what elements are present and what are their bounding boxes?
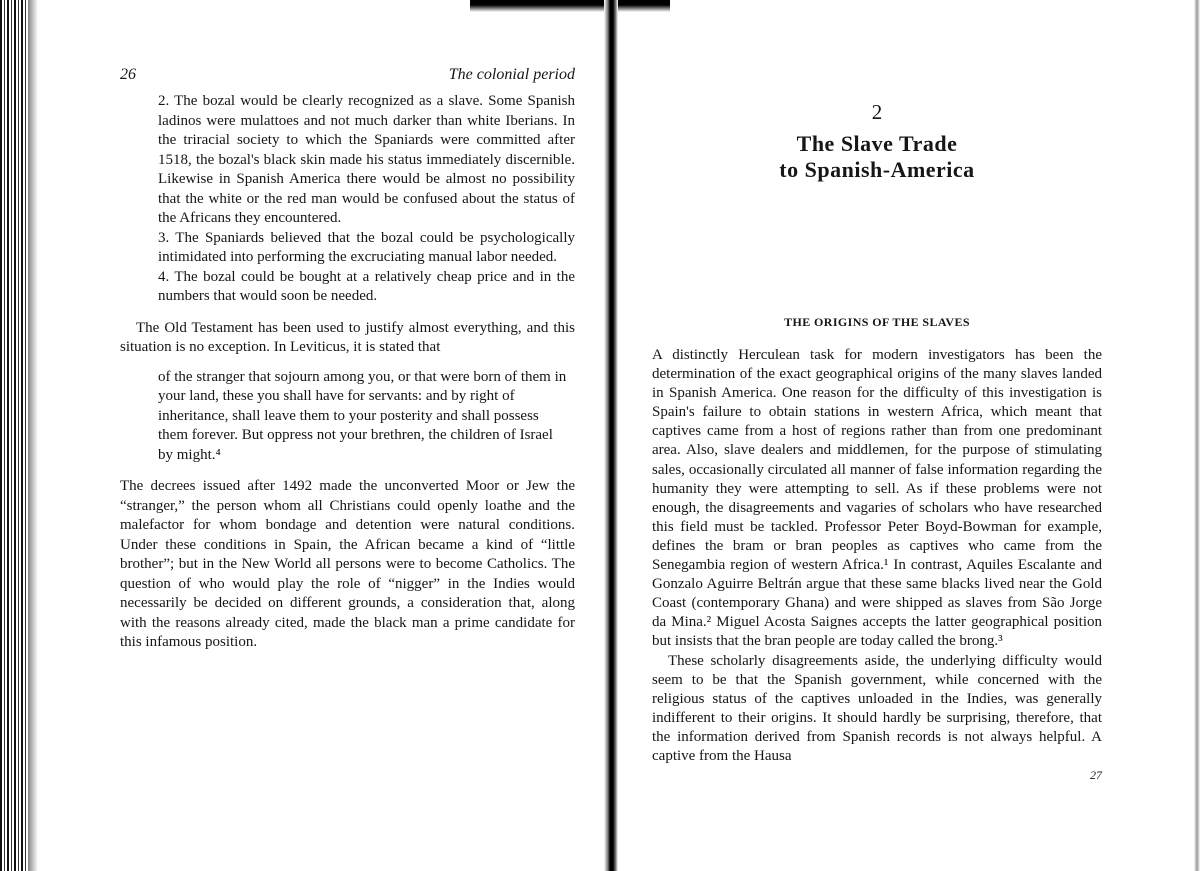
chapter-number: 2: [871, 100, 883, 124]
scan-top-mark: [470, 0, 670, 12]
book-edge-shadow: [28, 0, 38, 871]
book-gutter: [604, 0, 618, 871]
chapter-title: [652, 131, 1102, 183]
section-heading: THE ORIGINS OF THE SLAVES: [784, 315, 970, 329]
body-paragraph: A distinctly Herculean task for modern investigators has been the determination of the exact geographical origins of the many slaves landed in Spanish America. One reason for the difficulty of this investigation is Spain's failure to obtain stations in western Africa, which meant that captives came from a host of regions rather than from one predominant area. Also, slave dealers and middlemen, for the purpose of stimulating sales, occasionally circulated all manner of false information regarding the humanity they were attempting to sell. As if these problems were not enough, the disagreements and vagaries of scholars who have researched this field must be tackled. Professor Peter Boyd-Bowman for example, defines the bram or bran peoples as captives who came from the Senegambia region of western Africa.¹ In contrast, Aquiles Escalante and Gonzalo Aguirre Beltrán argue that these same blacks lived near the Gold Coast (contemporary Ghana) and were shipped as slaves from São Jorge da Mina.² Miguel Acosta Saignes accepts the latter geographical position but insists that the bran people are today called the brong.³: [652, 347, 1102, 650]
list-item: 4. The bozal could be bought at a relatively cheap price and in the numbers that would soon be needed.: [158, 268, 575, 304]
left-page: [120, 66, 575, 653]
page-number-left: 26: [120, 66, 136, 83]
quote-text: of the stranger that sojourn among you, or that were born of them in your land, these you shall have for servants: and by right of inheritance, shall leave them to your posterity and shall possess them forever. But oppress not your brethren, the children of Israel by might.⁴: [158, 368, 567, 463]
chapter-title-line: The Slave Trade: [796, 131, 958, 156]
list-item: 2. The bozal would be clearly recognized as a slave. Some Spanish ladinos were mulattoes and not much darker than white Iberians. In the triracial society to which the Spaniards were committed after 1518, the bozal's black skin made his status immediately discernible. Likewise in Spanish America there would be almost no possibility that the white or the red man would be confused about the status of the Africans they encountered.: [158, 93, 575, 226]
page-number-right: 27: [1090, 768, 1102, 783]
chapter-title-line: to Spanish-America: [779, 157, 975, 182]
running-head: [120, 66, 575, 84]
body-paragraph: These scholarly disagreements aside, the underlying difficulty would seem to be that the Spanish government, while concerned with the religious status of the captives unloaded in the Indies, was generally indifferent to their origins. It should hardly be surprising, therefore, that the information derived from Spanish records is not always helpful. A captive from the Hausa: [652, 652, 1102, 764]
body-paragraph: The decrees issued after 1492 made the unconverted Moor or Jew the “stranger,” the person whom all Christians could openly loathe and the malefactor for whom bondage and detention were natural conditions. Under these conditions in Spain, the African became a kind of “little brother”; but in the New World all persons were to become Catholics. The question of who would play the role of “nigger” in the Indies would necessarily be decided on different grounds, a consideration that, along with the reasons already cited, made the black man a prime candidate for this infamous position.: [120, 478, 575, 650]
block-quote: [158, 368, 569, 466]
list-item: 3. The Spaniards believed that the bozal could be psychologically intimidated into performing the excruciating manual labor needed.: [158, 229, 575, 265]
running-head-title: The colonial period: [448, 66, 575, 83]
book-edge-left: [0, 0, 28, 871]
body-paragraph: The Old Testament has been used to justify almost everything, and this situation is no exception. In Leviticus, it is stated that: [120, 319, 575, 355]
book-edge-right: [1194, 0, 1200, 871]
numbered-list: [158, 92, 575, 307]
right-page: [652, 100, 1102, 783]
